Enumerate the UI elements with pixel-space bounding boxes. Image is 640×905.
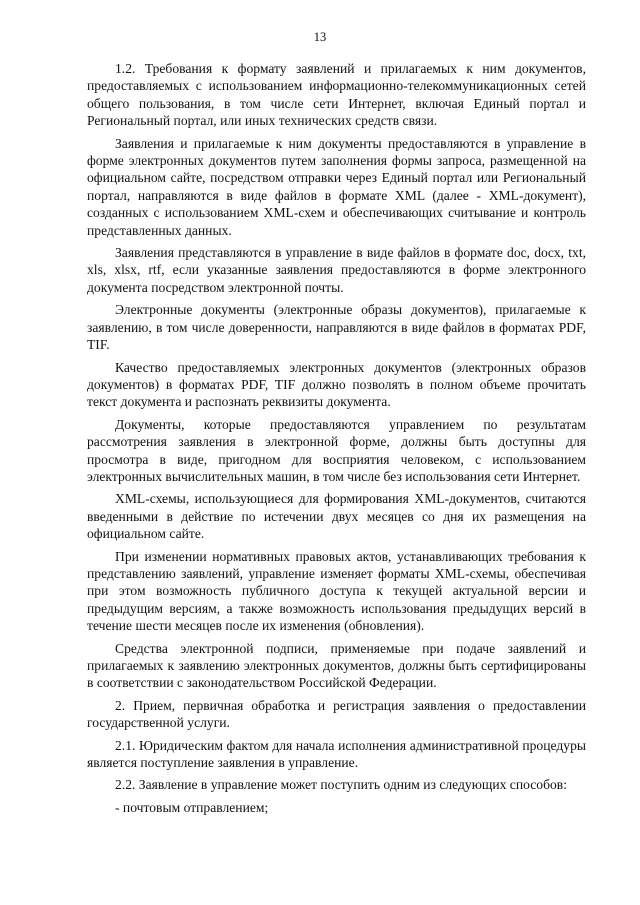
paragraph-results-documents: Документы, которые предоставляются управлением по результатам рассмотрения заявления в электронной форме, должны быть доступны для просмотра в виде, пригодном для восприятия человеком, с использованием электронных вычислительных машин, в том числе без использования сети Интернет.	[87, 416, 586, 484]
paragraph-electronic-signature: Средства электронной подписи, применяемые при подаче заявлений и прилагаемых к заявлению электронных документов, должны быть сертифицированы в соответствии с законодательством Российской Федерации.	[87, 640, 586, 691]
paragraph-2-2: 2.2. Заявление в управление может поступить одним из следующих способов:	[115, 777, 567, 793]
list-item-postal: - почтовым отправлением;	[115, 799, 269, 815]
paragraph-electronic-submission: Заявления и прилагаемые к ним документы предоставляются в управление в форме электронных документов путем заполнения формы запроса, размещенной на официальном сайте, посредством отправки через Единый портал или Региональный портал, направляются в виде файлов в формате XML (далее - XML-документ), созданных с использованием XML-схем и обеспечивающих считывание и контроль представленных данных.	[87, 135, 586, 238]
paragraph-xml-schemas: XML-схемы, использующиеся для формирования XML-документов, считаются введенными в действие по истечении двух месяцев со дня их размещения на официальном сайте.	[87, 491, 586, 542]
paragraph-attachments-formats: Электронные документы (электронные образы документов), прилагаемые к заявлению, в том числе доверенности, направляются в виде файлов в форматах PDF, TIF.	[87, 302, 586, 353]
paragraph-section-2-heading: 2. Прием, первичная обработка и регистрация заявления о предоставлении государственной услуги.	[87, 697, 586, 731]
document-body	[87, 60, 586, 821]
paragraph-email-formats: Заявления представляются в управление в виде файлов в формате doc, docx, txt, xls, xlsx, rtf, если указанные заявления предоставляются в форме электронного документа посредством электронной почты.	[87, 245, 586, 295]
page-number: 13	[313, 30, 327, 44]
paragraph-1-2-requirements: 1.2. Требования к формату заявлений и прилагаемых к ним документов, предоставляемых с использованием информационно-телекоммуникационных сетей общего пользования, в том числе сети Интернет, включая Единый портал и Региональный портал, или иных технических средств связи.	[87, 61, 586, 129]
paragraph-quality: Качество предоставляемых электронных документов (электронных образов документов) в форматах PDF, TIF должно позволять в полном объеме прочитать текст документа и распознать реквизиты документа.	[87, 359, 586, 410]
paragraph-2-1: 2.1. Юридическим фактом для начала исполнения административной процедуры является поступление заявления в управление.	[87, 737, 586, 771]
paragraph-schema-changes: При изменении нормативных правовых актов, устанавливающих требования к представлению заявлений, управление изменяет форматы XML-схемы, обеспечивая при этом возможность публичного доступа к текущей актуальной версии и предыдущим версиям, а также возможность использования предыдущих версий в течение шести месяцев после их изменения (обновления).	[87, 548, 586, 634]
